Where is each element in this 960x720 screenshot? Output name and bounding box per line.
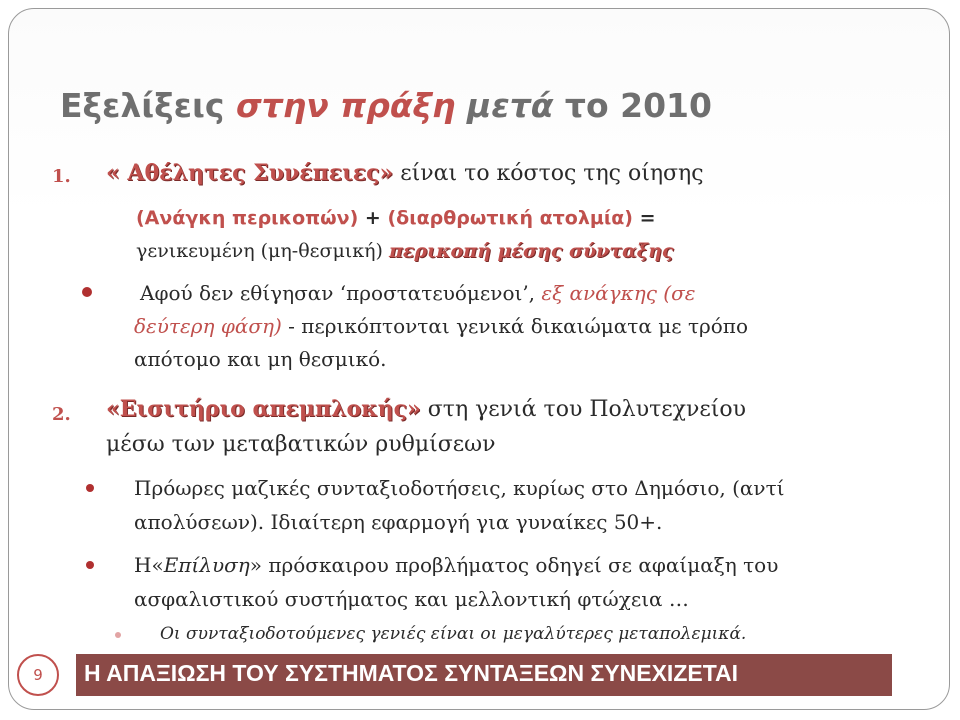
page-number: 9: [17, 654, 59, 696]
item2-bullet2-line2: ασφαλιστικού συστήματος και μελλοντική φτώχεια …: [134, 587, 689, 611]
item1-heading: [106, 160, 704, 186]
item1-emphasis: « Αθέλητες Συνέπειες»: [106, 160, 394, 186]
formula-part-a: (Ανάγκη περικοπών): [136, 207, 359, 229]
footer-banner-text: Η ΑΠΑΞΙΩΣΗ ΤΟΥ ΣΥΣΤΗΜΑΤΟΣ ΣΥΝΤΑΞΕΩΝ ΣΥΝΕΧΙΖΕΤΑΙ: [84, 660, 739, 686]
item1-sub-line-3: απότομο και μη θεσμικό.: [134, 347, 387, 371]
item2-bullet2-line1: [134, 553, 778, 577]
sub-bullet-icon: [115, 632, 121, 638]
item2-number-text: 2.: [52, 404, 71, 425]
title-part-4: το 2010: [553, 86, 712, 125]
formula-plus: +: [358, 207, 388, 229]
b2-part-a: Η«: [134, 553, 164, 577]
title-part-3: μετά: [455, 86, 554, 125]
item2-number: [52, 404, 71, 425]
b2-italic: Επίλυση: [163, 553, 250, 577]
item2-heading: [106, 396, 746, 422]
item2-line-2: μέσω των μεταβατικών ρυθμίσεων: [106, 432, 496, 457]
title-part-1: Εξελίξεις: [60, 86, 236, 125]
bullet-icon: [86, 561, 94, 569]
formula-equals: =: [632, 207, 656, 229]
item2-emphasis: «Εισιτήριο απεμπλοκής»: [106, 396, 421, 422]
item1-result: [136, 240, 673, 262]
item2-sub-bullet: Οι συνταξιοδοτούμενες γενιές είναι οι μεγαλύτερες μεταπολεμικά.: [160, 624, 747, 644]
item1-number-text: 1.: [52, 166, 71, 187]
sub-line1-plain: Αφού δεν εθίγησαν ‘προστατευόμενοι’,: [140, 281, 542, 305]
item2-rest: στη γενιά του Πολυτεχνείου: [420, 397, 746, 422]
item2-bullet1-line2: απολύσεων). Ιδιαίτερη εφαρμογή για γυναίκες 50+.: [134, 510, 663, 534]
item1-rest: είναι το κόστος της οίησης: [393, 161, 704, 186]
item1-sub-line-2: [134, 314, 748, 338]
sub-line2-plain: - περικόπτονται γενικά δικαιώματα με τρόπο: [281, 314, 748, 338]
title-part-2: στην πράξη: [235, 86, 456, 125]
sub-line2-emphasis: δεύτερη φάση): [134, 314, 282, 338]
formula-part-b: (διαρθρωτική ατολμία): [387, 207, 633, 229]
item2-bullet1-line1: Πρόωρες μαζικές συνταξιοδοτήσεις, κυρίως στο Δημόσιο, (αντί: [134, 476, 785, 500]
slide-title: [60, 86, 712, 125]
bullet-icon: [82, 287, 92, 297]
item1-number: [52, 166, 71, 187]
bullet-icon: [86, 484, 94, 492]
item1-sub-line-1: [140, 281, 695, 305]
result-plain: γενικευμένη (μη-θεσμική): [136, 240, 389, 262]
sub-line1-emphasis: εξ ανάγκης (σε: [541, 281, 696, 305]
b2-part-b: » πρόσκαιρου προβλήματος οδηγεί σε αφαίμαξη του: [249, 553, 779, 577]
result-emphasis: περικοπή μέσης σύνταξης: [388, 240, 674, 262]
item1-formula: [136, 207, 656, 229]
